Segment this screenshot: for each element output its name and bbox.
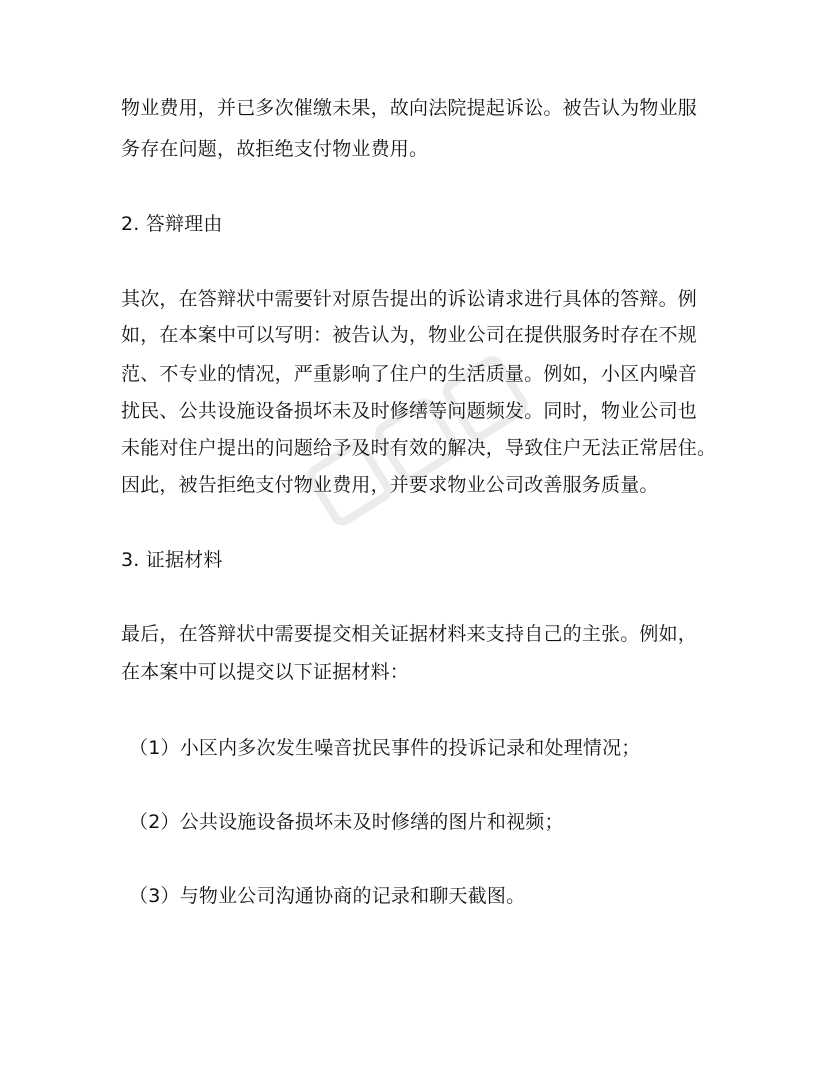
evidence-item-1: （1）小区内多次发生噪音扰民事件的投诉记录和处理情况；	[129, 737, 641, 759]
section-3-heading: 3. 证据材料	[121, 549, 223, 571]
reasons-line-5: 未能对住户提出的问题给予及时有效的解决，导致住户无法正常居住。	[121, 437, 717, 459]
reasons-line-6: 因此，被告拒绝支付物业费用，并要求物业公司改善服务质量。	[121, 474, 659, 496]
reasons-line-3: 范、不专业的情况，严重影响了住户的生活质量。例如，小区内噪音	[121, 363, 698, 385]
section-2-heading: 2. 答辩理由	[121, 213, 223, 235]
reasons-line-1: 其次，在答辩状中需要针对原告提出的诉讼请求进行具体的答辩。例	[121, 288, 698, 310]
intro-line-2: 务存在问题，故拒绝支付物业费用。	[121, 138, 429, 160]
evidence-item-2: （2）公共设施设备损坏未及时修缮的图片和视频；	[129, 811, 564, 833]
reasons-line-2: 如，在本案中可以写明：被告认为，物业公司在提供服务时存在不规	[121, 324, 698, 346]
intro-line-1: 物业费用，并已多次催缴未果，故向法院提起诉讼。被告认为物业服	[121, 97, 698, 119]
evidence-item-3: （3）与物业公司沟通协商的记录和聊天截图。	[129, 885, 526, 907]
evidence-intro-line-2: 在本案中可以提交以下证据材料：	[121, 661, 410, 683]
evidence-intro-line-1: 最后，在答辩状中需要提交相关证据材料来支持自己的主张。例如，	[121, 623, 698, 645]
reasons-line-4: 扰民、公共设施设备损坏未及时修缮等问题频发。同时，物业公司也	[121, 400, 698, 422]
